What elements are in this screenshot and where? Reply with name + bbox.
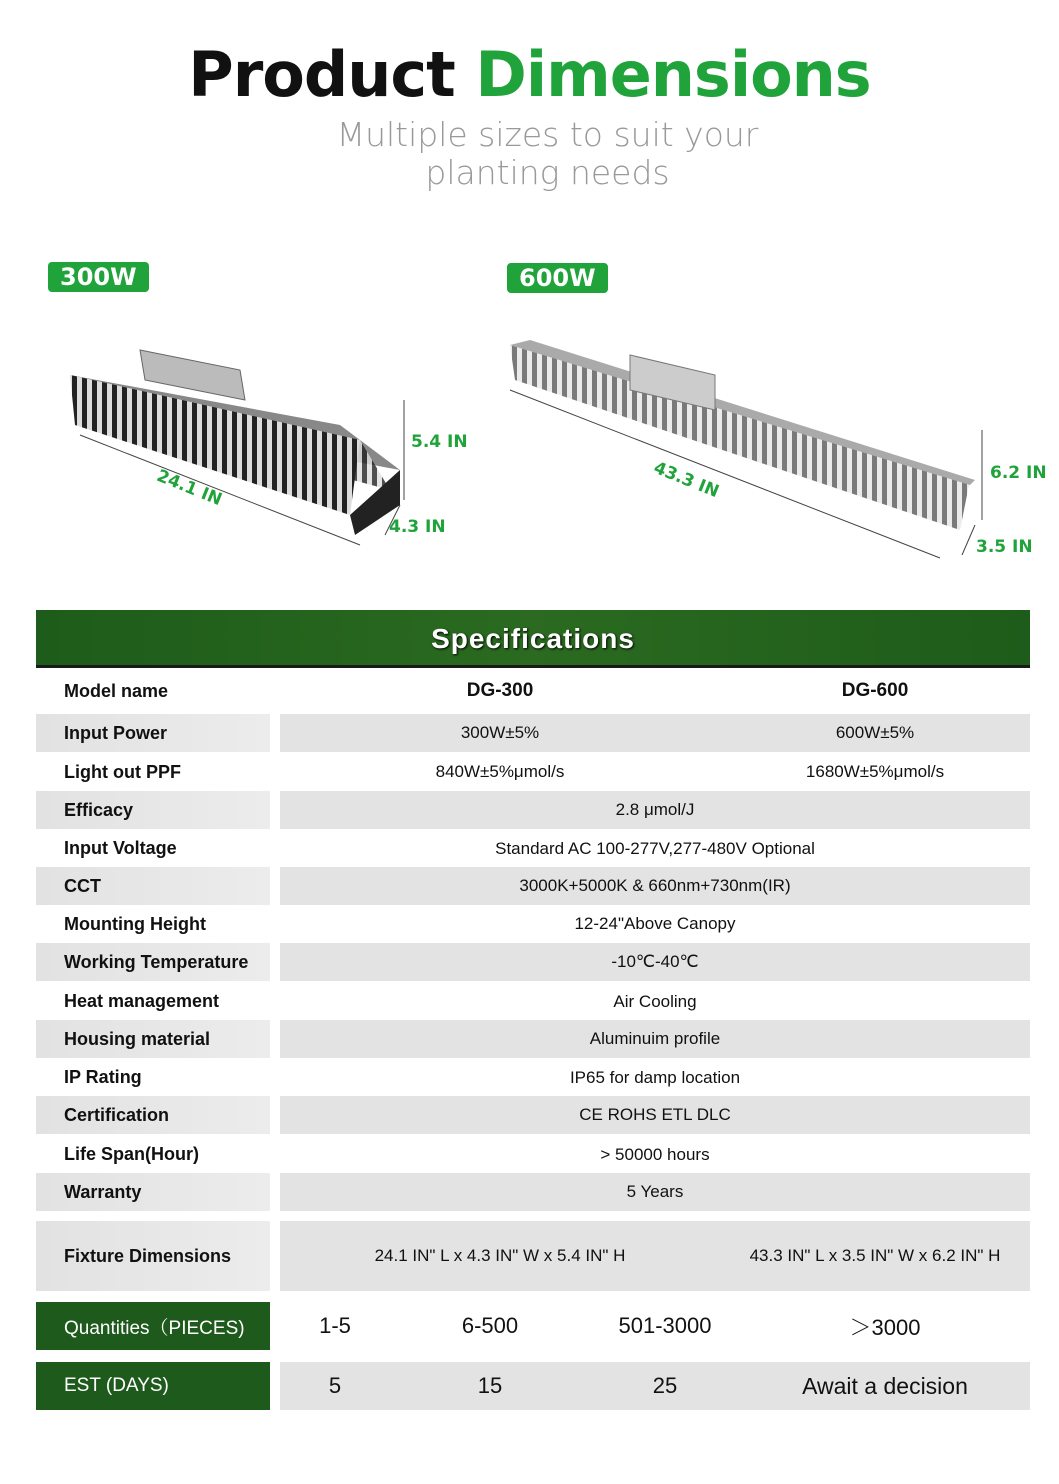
spec-value: IP65 for damp location: [569, 1067, 741, 1087]
spec-row: [36, 1059, 1030, 1096]
spec-row: [36, 1020, 1030, 1058]
subtitle: [0, 116, 1059, 192]
spec-label: Efficacy: [36, 791, 270, 829]
spec-value: 1680W±5%μmol/s: [805, 762, 945, 781]
spec-row: [36, 1221, 1030, 1291]
qty-tier: 501-3000: [618, 1313, 712, 1338]
spec-label: CCT: [36, 867, 270, 905]
spec-value: -10℃-40℃: [611, 952, 699, 971]
spec-values: [280, 867, 1030, 905]
spec-values: [280, 943, 1030, 981]
spec-row: [36, 1136, 1030, 1173]
spec-values: [280, 905, 1030, 943]
est-days: 25: [652, 1373, 678, 1398]
subtitle-line2: planting needs: [425, 153, 670, 192]
spec-row: [36, 1173, 1030, 1211]
spec-values: [280, 983, 1030, 1020]
height-600w: 6.2 IN: [990, 463, 1047, 483]
title-green: Dimensions: [475, 38, 871, 111]
spec-row: [36, 983, 1030, 1020]
spec-values: [280, 1020, 1030, 1058]
specifications-header: Specifications: [36, 610, 1030, 668]
spec-row: [36, 714, 1030, 752]
spec-row: [36, 905, 1030, 943]
spec-label: Warranty: [36, 1173, 270, 1211]
spec-values: [280, 830, 1030, 867]
qty-tier: ＞3000: [849, 1314, 921, 1340]
product-image-600w: [500, 330, 990, 570]
spec-label: Life Span(Hour): [64, 1144, 199, 1164]
spec-row: [36, 791, 1030, 829]
spec-value: Air Cooling: [613, 991, 697, 1011]
quantities-row: [36, 1302, 1030, 1350]
spec-value: 600W±5%: [835, 723, 915, 742]
spec-value: 12-24"Above Canopy: [574, 914, 736, 933]
width-300w: 4.3 IN: [389, 517, 446, 537]
length-600w: 43.3 IN: [650, 457, 722, 503]
est-days: 5: [328, 1373, 342, 1398]
quantities-label: Quantities（PIECES): [36, 1302, 270, 1350]
spec-values: [280, 672, 1030, 710]
spec-value: 840W±5%μmol/s: [435, 762, 565, 781]
spec-label: Certification: [36, 1096, 270, 1134]
spec-label: Housing material: [36, 1020, 270, 1058]
spec-values: [280, 1059, 1030, 1096]
spec-label: Mounting Height: [64, 913, 206, 934]
spec-label: Input Voltage: [64, 838, 177, 858]
spec-value: 24.1 IN" L x 4.3 IN" W x 5.4 IN" H: [374, 1246, 626, 1265]
width-600w: 3.5 IN: [976, 537, 1033, 557]
est-days: Await a decision: [802, 1372, 968, 1399]
spec-value: Standard AC 100-277V,277-480V Optional: [495, 838, 815, 858]
spec-values: [280, 791, 1030, 829]
spec-label: Heat management: [64, 991, 220, 1011]
spec-values: [280, 1136, 1030, 1173]
spec-value: Aluminuim profile: [589, 1029, 721, 1048]
spec-label: Working Temperature: [36, 943, 270, 981]
spec-value: DG-300: [466, 680, 534, 701]
spec-label: Input Power: [36, 714, 270, 752]
spec-values: [280, 714, 1030, 752]
qty-tier: 1-5: [319, 1313, 351, 1338]
spec-value: 2.8 μmol/J: [615, 800, 695, 819]
spec-label: Model name: [64, 680, 169, 701]
spec-label: Light out PPF: [64, 761, 181, 782]
spec-row: [36, 943, 1030, 981]
spec-row: [36, 867, 1030, 905]
height-300w: 5.4 IN: [411, 432, 468, 452]
spec-label: Fixture Dimensions: [36, 1221, 270, 1291]
title-black: Product: [188, 38, 455, 111]
spec-value: DG-600: [841, 680, 909, 701]
est-row: [36, 1362, 1030, 1410]
length-300w: 24.1 IN: [153, 465, 225, 511]
spec-value: 300W±5%: [460, 723, 540, 742]
spec-values: [280, 753, 1030, 791]
est-label: EST (DAYS): [36, 1362, 270, 1410]
spec-value: CE ROHS ETL DLC: [579, 1105, 731, 1124]
est-days: 15: [477, 1373, 503, 1398]
spec-values: [280, 1096, 1030, 1134]
spec-row: [36, 753, 1030, 791]
spec-value: > 50000 hours: [600, 1144, 710, 1164]
spec-value: 5 Years: [626, 1182, 684, 1201]
page-title: [0, 38, 1059, 111]
subtitle-line1: Multiple sizes to suit your: [336, 115, 759, 154]
spec-row: [36, 1096, 1030, 1134]
spec-values: [280, 1173, 1030, 1211]
spec-row: [36, 830, 1030, 867]
badge-300w: 300W: [48, 262, 149, 292]
spec-row: [36, 672, 1030, 710]
spec-values: [280, 1221, 1030, 1291]
qty-tier: 6-500: [461, 1313, 519, 1338]
spec-value: 3000K+5000K & 660nm+730nm(IR): [519, 876, 791, 895]
spec-label: IP Rating: [64, 1067, 142, 1087]
spec-value: 43.3 IN" L x 3.5 IN" W x 6.2 IN" H: [749, 1246, 1001, 1265]
badge-600w: 600W: [507, 263, 608, 293]
